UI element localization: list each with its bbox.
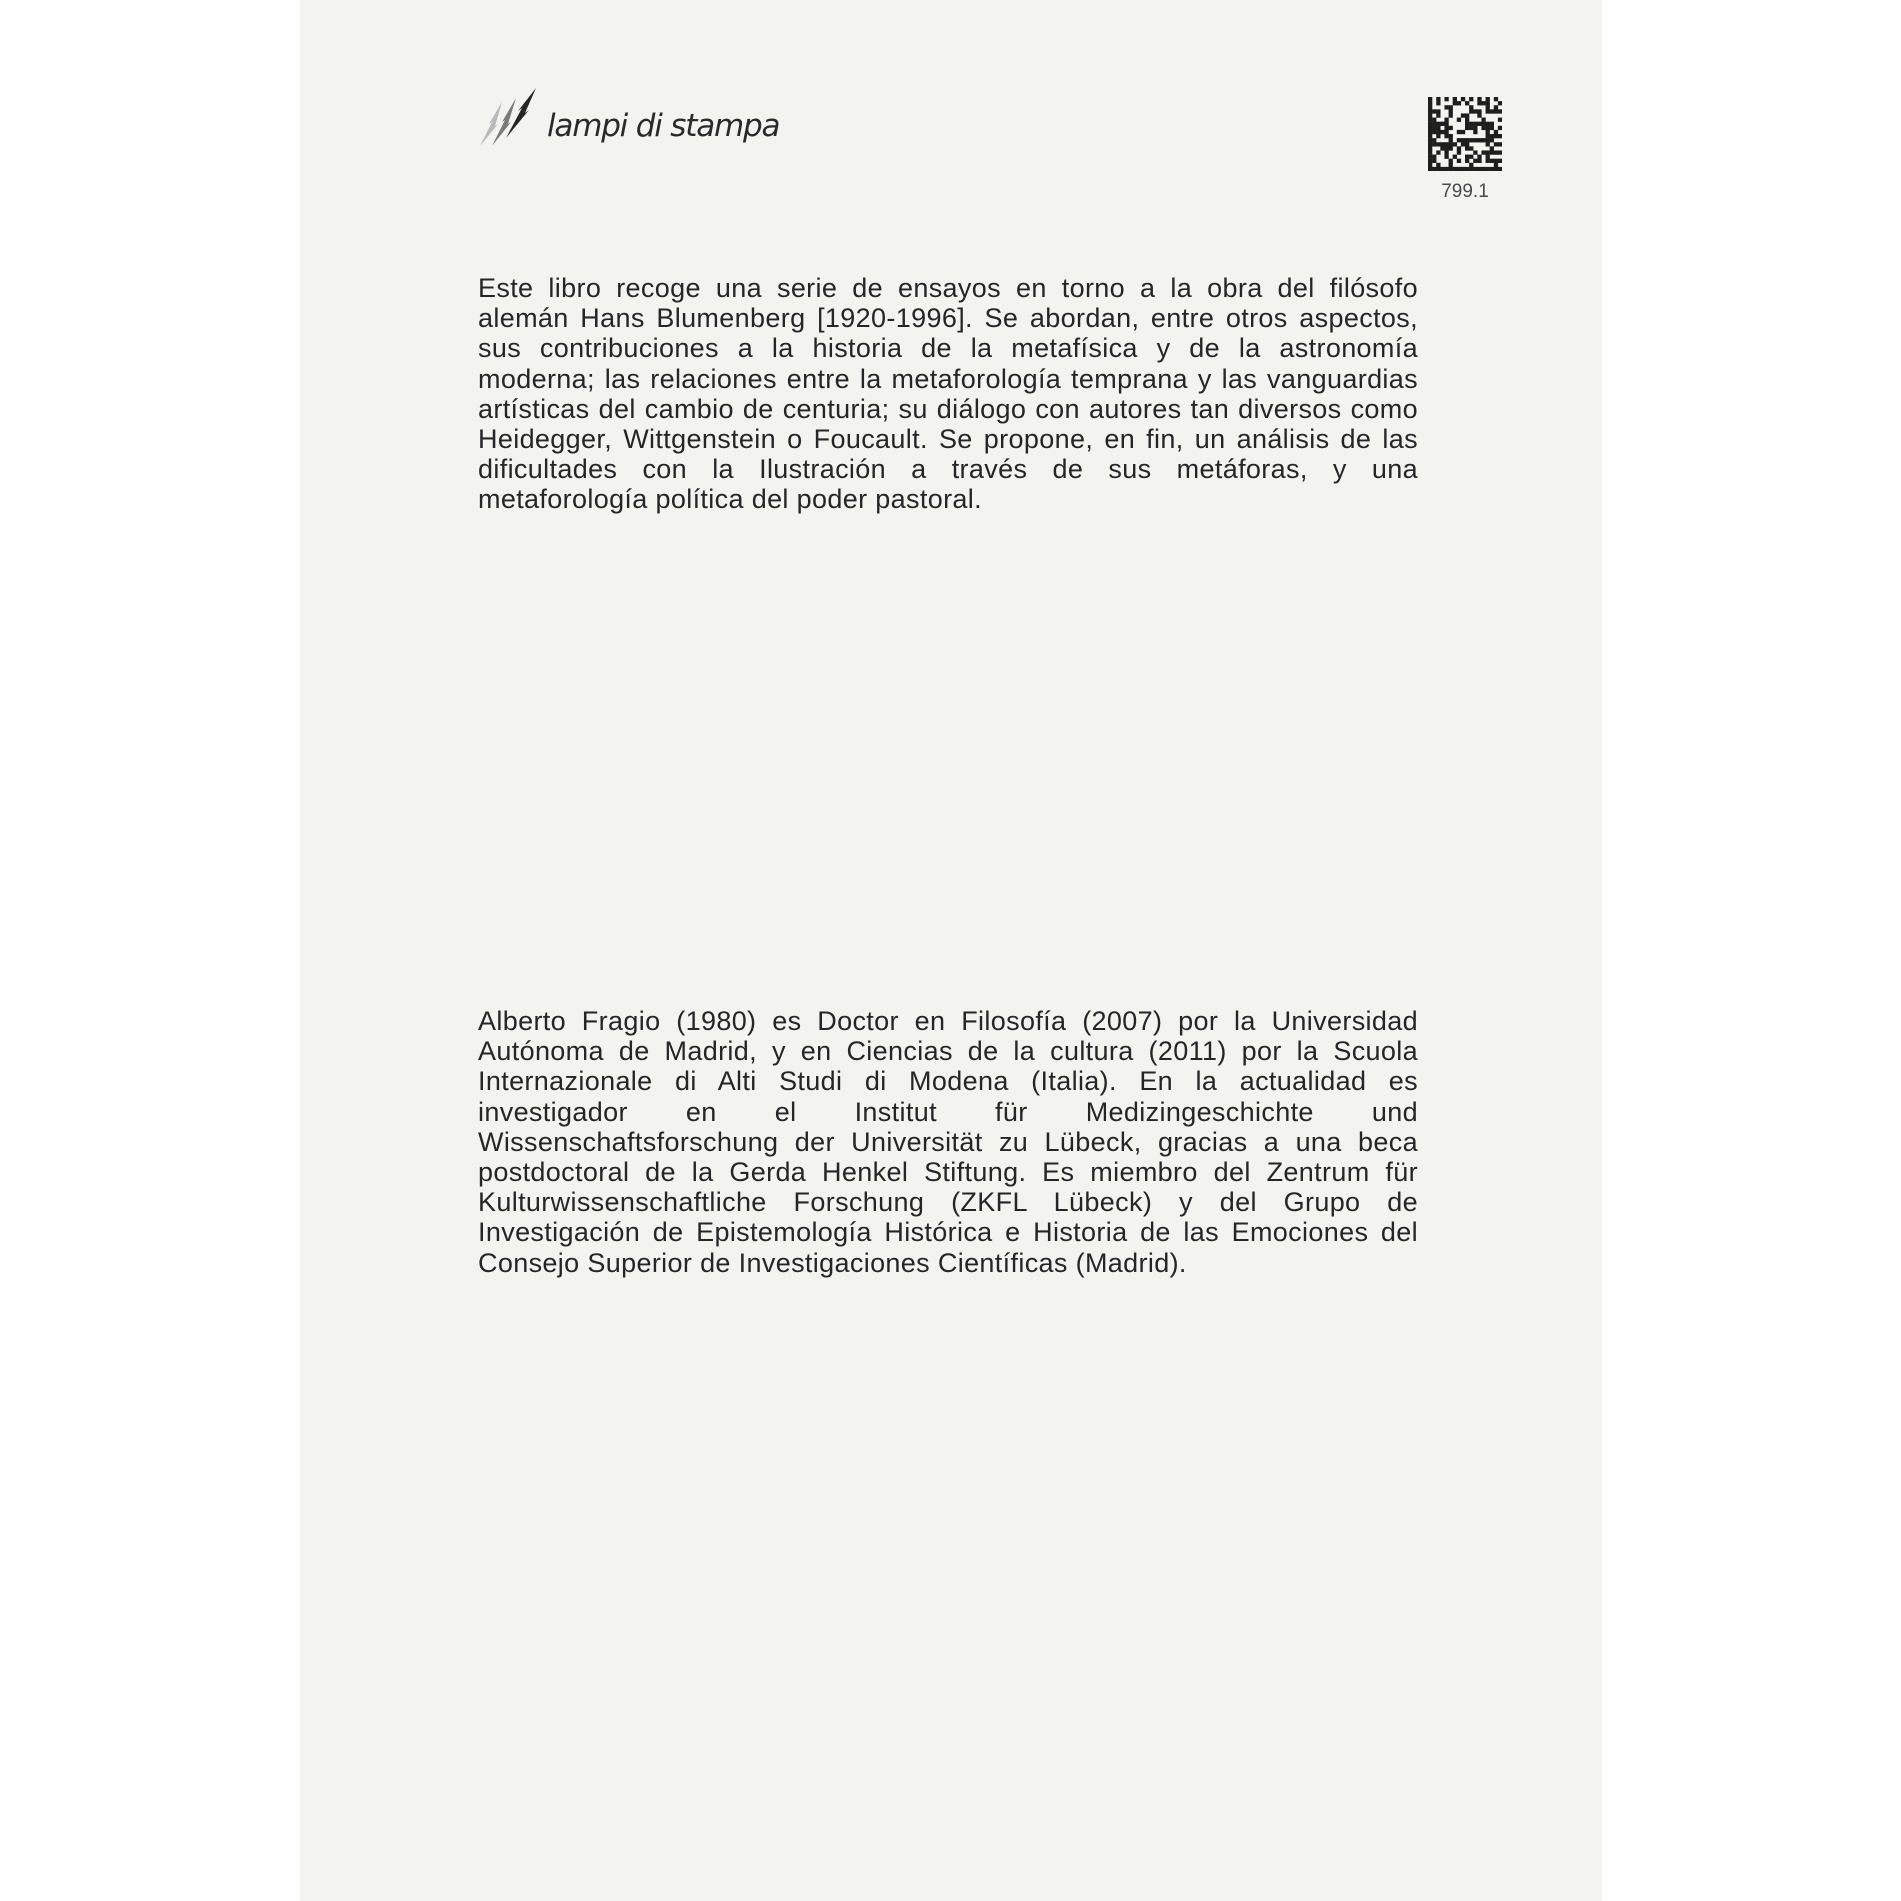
book-description: Este libro recoge una serie de ensayos en torno a la obra del filósofo alemán Hans Blumenberg [1920-1996]. Se abordan, entre otros aspectos, sus contribuciones a la historia de la metafísica y de la astronomía moderna; las relaciones entre la metaforología temprana y las vanguardias artísticas del cambio de centuria; su diálogo con autores tan diversos como Heidegger, Wittgenstein o Foucault. Se propone, en fin, un análisis de las dificultades con la Ilustración a través de sus metáforas, y una metaforología política del poder pastoral. (478, 273, 1418, 515)
author-bio: Alberto Fragio (1980) es Doctor en Filosofía (2007) por la Universidad Autónoma de Madrid, y en Ciencias de la cultura (2011) por la Scuola Internazionale di Alti Studi di Modena (Italia). En la actualidad es investigador en el Institut für Medizingeschichte und Wissenschaftsforschung der Universität zu Lübeck, gracias a una beca postdoctoral de la Gerda Henkel Stiftung. Es miembro del Zentrum für Kulturwissenschaftliche Forschung (ZKFL Lübeck) y del Grupo de Investigación de Epistemología Histórica e Historia de las Emociones del Consejo Superior de Investigaciones Científicas (Madrid). (478, 1006, 1418, 1278)
publisher-logo (478, 88, 779, 154)
edition-code: 799.1 (1441, 181, 1489, 202)
lightning-bolts-icon (478, 88, 553, 154)
publisher-name: lampi di stampa (547, 108, 780, 144)
back-cover (300, 0, 1602, 1901)
data-matrix-code (1428, 97, 1502, 171)
